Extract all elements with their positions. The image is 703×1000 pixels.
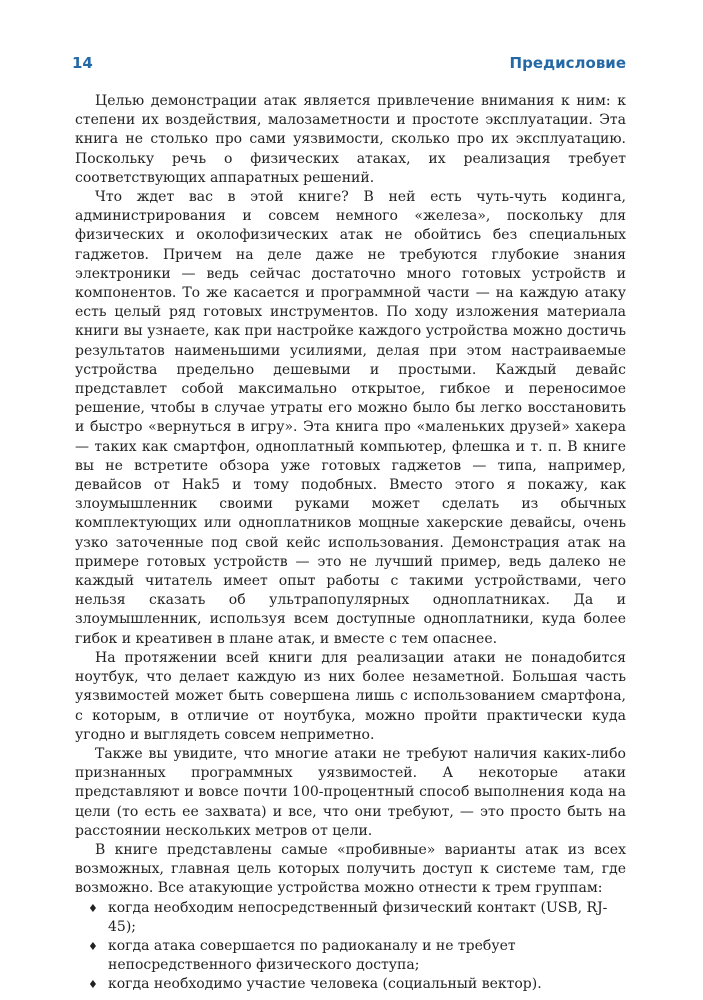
- body-text: [75, 92, 626, 995]
- list-item: [75, 937, 626, 975]
- list-item: [75, 975, 626, 994]
- diamond-bullet-icon: ♦: [88, 901, 98, 915]
- list-item: [75, 899, 626, 937]
- running-header: [72, 51, 626, 75]
- paragraph: В книге представлены самые «пробивные» варианты атак из всех возможных, главная цель которых получить доступ к системе там, где возможно. Все атакующие устройства можно отнести к трем группам:: [75, 841, 626, 897]
- bullet-list: [75, 899, 626, 995]
- chapter-title: Предисловие: [509, 54, 626, 72]
- paragraph: Целью демонстрации атак является привлечение внимания к ним: к степени их воздействия, малозаметности и простоте эксплуатации. Эта книга не столько про сами уязвимости, сколько про их эксплуатацию. Поскольку речь о физических атаках, их реализация требует соответствующих аппаратных решений.: [75, 93, 626, 186]
- diamond-bullet-icon: ♦: [88, 978, 98, 992]
- paragraph: На протяжении всей книги для реализации атаки не понадобится ноутбук, что делает каждую из них более незаметной. Большая часть уязвимостей может быть совершена лишь с использованием смартфона, с которым, в отличие от ноутбука, можно пройти практически куда угодно и выглядеть совсем неприметно.: [75, 649, 626, 743]
- list-item-text: когда необходимо участие человека (социальный вектор).: [108, 976, 542, 993]
- paragraph: Также вы увидите, что многие атаки не требуют наличия каких-либо признанных программных уязвимостей. А некоторые атаки представляют и вовсе почти 100-процентный способ выполнения кода на цели (то есть ее захвата) и все, что они требуют, — это просто быть на расстоянии нескольких метров от цели.: [75, 745, 626, 839]
- list-item-text: когда необходим непосредственный физический контакт (USB, RJ-45);: [108, 899, 608, 935]
- diamond-bullet-icon: ♦: [88, 939, 98, 953]
- paragraph: Что ждет вас в этой книге? В ней есть чуть-чуть кодинга, администрирования и совсем немного «железа», поскольку для физических и околофизических атак не обойтись без специальных гаджетов. Причем на деле даже не требуются глубокие знания электроники — ведь сейчас достаточно много готовых устройств и компонентов. То же касается и программной части — на каждую атаку есть целый ряд готовых инструментов. По ходу изложения материала книги вы узнаете, как при настройке каждого устройства можно достичь результатов наименьшими усилиями, делая при этом настраиваемые устройства предельно дешевыми и простыми. Каждый девайс представлет собой максимально открытое, гибкое и переносимое решение, чтобы в случае утраты его можно было бы легко восстановить и быстро «вернуться в игру». Эта книга про «маленьких друзей» хакера — таких как смартфон, одноплатный компьютер, флешка и т. п. В книге вы не встретите обзора уже готовых гаджетов — типа, например, девайсов от Hak5 и тому подобных. Вместо этого я покажу, как злоумышленник своими руками может сделать из обычных комплектующих или одноплатников мощные хакерские девайсы, очень узко заточенные под свой кейс использования. Демонстрация атак на примере готовых устройств — это не лучший пример, ведь далеко не каждый читатель имеет опыт работы с такими устройствами, чего нельзя сказать об ультрапопулярных одноплатниках. Да и злоумышленник, используя всем доступные одноплатники, куда более гибок и креативен в плане атак, и вместе с тем опаснее.: [75, 189, 626, 647]
- list-item-text: когда атака совершается по радиоканалу и не требует непосредственного физического доступа;: [108, 937, 516, 974]
- page-number: 14: [72, 54, 93, 72]
